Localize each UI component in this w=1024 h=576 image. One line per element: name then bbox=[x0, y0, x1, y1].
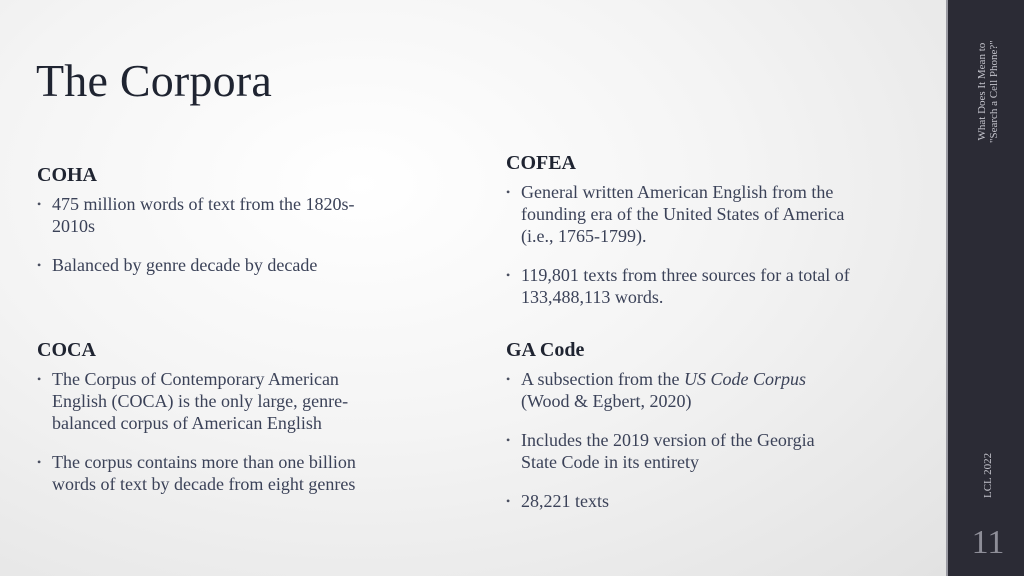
list-item bbox=[37, 193, 397, 237]
list-item bbox=[506, 264, 868, 308]
slide-number: 11 bbox=[971, 524, 1005, 561]
vertical-presentation-title bbox=[976, 40, 1000, 143]
bullet-icon: • bbox=[506, 372, 511, 386]
section-heading: COCA bbox=[37, 339, 96, 361]
bullet-list bbox=[37, 368, 389, 495]
list-item-text: Includes the 2019 version of the Georgia State Code in its entirety bbox=[521, 430, 815, 472]
list-item-text: 475 million words of text from the 1820s-2010s bbox=[52, 194, 355, 236]
list-item-text: 28,221 texts bbox=[521, 491, 609, 511]
bullet-icon: • bbox=[506, 433, 511, 447]
bullet-icon: • bbox=[506, 185, 511, 199]
bullet-list bbox=[37, 193, 397, 276]
list-item bbox=[37, 451, 389, 495]
bullet-icon: • bbox=[37, 197, 42, 211]
list-item bbox=[37, 254, 397, 276]
section-heading: COHA bbox=[37, 164, 97, 186]
list-item-text: General written American English from the founding era of the United States of America (i.e., 1765-1799). bbox=[521, 182, 845, 246]
slide-title: The Corpora bbox=[36, 55, 272, 106]
section-coca bbox=[37, 339, 389, 512]
section-cofea bbox=[506, 152, 868, 325]
section-coha bbox=[37, 164, 397, 293]
list-item-text-pre: A subsection from the bbox=[521, 369, 684, 389]
list-item bbox=[506, 429, 836, 473]
bullet-icon: • bbox=[506, 268, 511, 282]
list-item-text: The Corpus of Contemporary American English (COCA) is the only large, genre-balanced corpus of American English bbox=[52, 369, 349, 433]
list-item-text-post: (Wood & Egbert, 2020) bbox=[521, 391, 692, 411]
us-code-corpus-italic: US Code Corpus bbox=[683, 369, 806, 389]
section-heading: COFEA bbox=[506, 152, 576, 174]
list-item bbox=[37, 368, 389, 434]
bullet-icon: • bbox=[506, 494, 511, 508]
bullet-list bbox=[506, 368, 836, 512]
footer-text: LCL 2022 bbox=[982, 452, 994, 498]
list-item-text: Balanced by genre decade by decade bbox=[52, 255, 318, 275]
list-item bbox=[506, 181, 868, 247]
bullet-icon: • bbox=[37, 455, 42, 469]
section-heading: GA Code bbox=[506, 339, 585, 361]
section-ga-code bbox=[506, 339, 836, 529]
list-item bbox=[506, 368, 836, 412]
list-item-text: 119,801 texts from three sources for a total of 133,488,113 words. bbox=[521, 265, 850, 307]
list-item bbox=[506, 490, 836, 512]
vertical-title-line-2: "Search a Cell Phone?" bbox=[988, 40, 1000, 143]
list-item-text: The corpus contains more than one billion words of text by decade from eight genres bbox=[52, 452, 356, 494]
bullet-icon: • bbox=[37, 372, 42, 386]
bullet-list bbox=[506, 181, 868, 308]
vertical-title-line-1: What Does It Mean to bbox=[976, 42, 988, 141]
bullet-icon: • bbox=[37, 258, 42, 272]
